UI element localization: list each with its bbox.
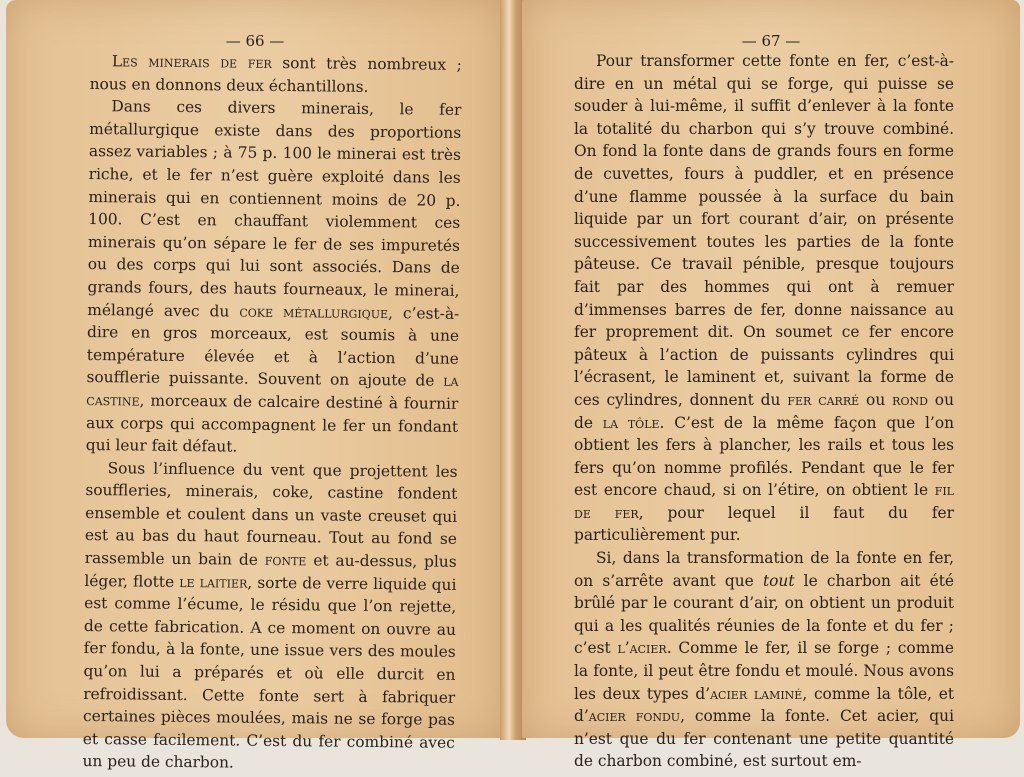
right-page-text [574,50,954,773]
small-caps-term: fer carré [787,390,860,409]
paragraph [90,50,462,99]
small-caps-term: la castine [86,372,459,410]
left-page-text [82,50,462,777]
paragraph [574,547,954,773]
text-run: Sous l’influence du vent que projettent les souffleries, minerais, coke, castine fondent ensemble et coulent dans un vaste creuset qui est au bas du haut fourneau. Tout au fond se rassemble un bain de [84,458,458,569]
paragraph [574,50,954,547]
page-number-right: — 67 — [741,32,801,50]
text-run: . C’est de la même façon que l’on obtient les fers à plancher, les rails et tous les fers qu’on nomme profilés. Pendant que le fer est encore chaud, si on l’étire, on obtient le [574,413,954,500]
text-run: et au-dessus, plus léger, flotte [84,551,457,591]
text-run: Dans ces divers minerais, le fer métallurgique existe dans des proportions assez variables ; à 75 p. 100 le minerai est très riche, et le fer n’est guère exploité dans les minerais qui en contiennent moins de 20 p. 100. C’est en chauffant violemment ces minerais qu’on sépare le fer de ses impuretés ou des corps qui lui sont associés. Dans de grands fours, des hauts fourneaux, le minerai, mélangé avec du [87,97,462,321]
small-caps-term: fonte [264,550,307,570]
small-caps-term: l’acier [617,639,667,658]
paragraph [82,457,457,777]
text-run: , morceaux de calcaire destiné à fournir aux corps qui accompagnent le fer un fondant qui leur fait défaut. [85,391,459,456]
text-run: , c’est-à-dire en gros morceaux, est soumis à une température élevée et à l’action d’une soufflerie puissante. Souvent on ajoute de [86,303,460,391]
left-page [6,0,504,772]
text-run: , comme la tôle, et d’ [574,684,955,726]
small-caps-term: acier fondu [588,707,681,726]
small-caps-term: acier laminé [710,684,803,703]
small-caps-term: le laitier [179,572,248,592]
text-run: , sorte de verre liquide qui est comme l’écume, le résidu que l’on rejette, de cette fabrication. A ce moment on ouvre au fer fondu, à la fonte, une issue vers des moules qu’on lui a préparés et où elle durcit en refroidissant. Cette fonte sert à fabriquer certaines pièces moulées, mais ne se forge pas et casse facilement. C’est du fer combiné avec un peu de charbon. [82,573,457,772]
text-run: sont très nombreux ; nous en donnons deux échantillons. [89,53,462,96]
text-run: , pour lequel il faut du fer particulièrement pur. [574,503,954,545]
text-run: ou de [574,390,954,432]
text-run: ou [859,390,893,409]
paragraph [86,95,462,460]
small-caps-term: fil de fer [574,481,954,522]
small-caps-term: rond [892,390,928,409]
text-run: , comme la fonte. Cet acier, qui n’est que du fer contenant une petite quantité de charbon combiné, est surtout em- [574,707,954,771]
text-run: Pour transformer cette fonte en fer, c’est-à-dire en un métal qui se forge, qui puisse se souder à lui-même, il suffit d’enlever à la fonte la totalité du charbon qui s’y trouve combiné. On fond la fonte dans de grands fours en forme de cuvettes, fours à puddler, et en présence d’une flamme poussée à la surface du bain liquide par un fort courant d’air, on présente successivement toutes les parties de la fonte pâteuse. Ce travail pénible, presque toujours fait par des hommes qui ont à remuer d’immenses barres de fer, donne naissance au fer proprement dit. On soumet ce fer encore pâteux à l’action de puissants cylindres qui l’écrasent, le laminent et, suivant la forme de ces cylindres, donnent du [574,52,954,409]
small-caps-term: la tôle [602,413,660,432]
italic-term: tout [762,571,795,590]
small-caps-term: Les minerais de fer [111,52,272,72]
right-page [522,0,1020,771]
text-run: Si, dans la transformation de la fonte en fer, on s’arrête avant que [574,549,954,590]
page-number-left: — 66 — [225,32,285,50]
text-run: . Comme le fer, il se forge ; comme la fonte, il peut être fondu et moulé. Nous avons les deux types d’ [574,639,954,703]
text-run: le charbon ait été brûlé par le courant d’air, on obtient un produit qui a les qualités réunies de la fonte et du fer ; c’est [574,571,954,658]
small-caps-term: coke métallurgique [239,302,389,322]
